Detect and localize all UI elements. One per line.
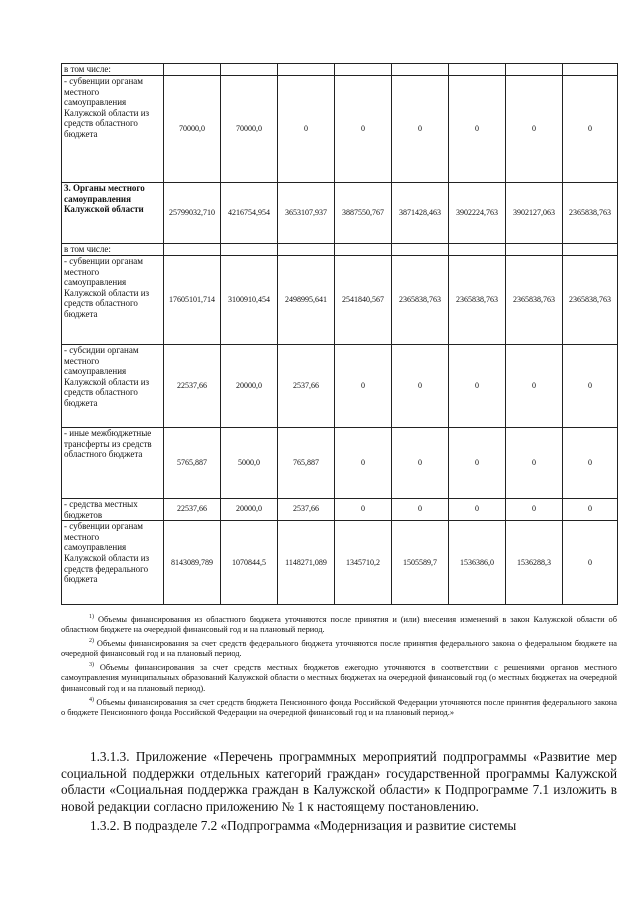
- table-cell: 0: [335, 345, 392, 428]
- table-cell: 22537,66: [164, 499, 221, 521]
- table-cell: 3887550,767: [335, 183, 392, 244]
- table-cell: 2365838,763: [449, 256, 506, 345]
- table-cell: [221, 64, 278, 76]
- table-cell: 3902127,063: [506, 183, 563, 244]
- row-label: - субвенции органам местного самоуправления Калужской области из средств федерального бюджета: [62, 521, 164, 605]
- table-cell: [449, 64, 506, 76]
- footnote: [61, 660, 617, 695]
- footnote-mark: 2): [89, 637, 94, 644]
- table-cell: 0: [506, 345, 563, 428]
- footnote-mark: 4): [89, 696, 94, 703]
- footnote-mark: 3): [89, 661, 94, 668]
- table-cell: 20000,0: [221, 345, 278, 428]
- table-cell: [164, 64, 221, 76]
- table-cell: [278, 244, 335, 256]
- table-cell: 5000,0: [221, 428, 278, 499]
- table-row: [62, 244, 618, 256]
- footnote: [61, 636, 617, 660]
- table-cell: 0: [449, 428, 506, 499]
- table-cell: [335, 244, 392, 256]
- table-cell: 1070844,5: [221, 521, 278, 605]
- paragraph-1-3-1-3: 1.3.1.3. Приложение «Перечень программных мероприятий подпрограммы «Развитие мер социальной поддержки отдельных категорий граждан» государственной программы Калужской области «Социальная поддержка граждан в Калужской области» к Подпрограмме 7.1 изложить в новой редакции согласно приложению № 1 к настоящему постановлению.: [61, 749, 617, 814]
- table-cell: 0: [392, 428, 449, 499]
- table-cell: 2365838,763: [563, 256, 618, 345]
- table-cell: 8143089,789: [164, 521, 221, 605]
- table-cell: 25799032,710: [164, 183, 221, 244]
- body-text: [61, 749, 617, 838]
- table-row: [62, 499, 618, 521]
- table-cell: 2365838,763: [563, 183, 618, 244]
- paragraph-1-3-2: 1.3.2. В подразделе 7.2 «Подпрограмма «Модернизация и развитие системы: [90, 818, 517, 833]
- table-row: [62, 64, 618, 76]
- table-cell: 2541840,567: [335, 256, 392, 345]
- footnotes: [61, 612, 617, 719]
- funding-table: [61, 63, 618, 605]
- footnote-text: Объемы финансирования за счет средств местных бюджетов ежегодно уточняются в соответствии с решениями органов местного самоуправления муниципальных образований Калужской области о местных бюджетах на очередной финансовый год (о местных бюджетах на очередной финансовый год и на плановый период).: [61, 662, 617, 693]
- table-cell: [392, 64, 449, 76]
- table-cell: 0: [563, 76, 618, 183]
- table-cell: 0: [449, 76, 506, 183]
- table-cell: 3871428,463: [392, 183, 449, 244]
- table-cell: 765,887: [278, 428, 335, 499]
- table-cell: 0: [563, 521, 618, 605]
- table-row: [62, 183, 618, 244]
- table-row: [62, 345, 618, 428]
- table-cell: 1536288,3: [506, 521, 563, 605]
- table-cell: 17605101,714: [164, 256, 221, 345]
- table-cell: 3902224,763: [449, 183, 506, 244]
- table-cell: 0: [563, 428, 618, 499]
- table-cell: 1505589,7: [392, 521, 449, 605]
- footnote-text: Объемы финансирования за счет средств бюджета Пенсионного фонда Российской Федерации уточняются после принятия федерального закона о бюджете Пенсионного фонда Российской Федерации на очередной финансовый год и на плановый период.»: [61, 697, 618, 717]
- table-cell: 0: [506, 428, 563, 499]
- table-cell: 2537,66: [278, 345, 335, 428]
- row-label: 3. Органы местного самоуправления Калужской области: [62, 183, 164, 244]
- table-cell: 1148271,089: [278, 521, 335, 605]
- table-row: [62, 76, 618, 183]
- table-cell: 2537,66: [278, 499, 335, 521]
- table-cell: 0: [449, 499, 506, 521]
- table-cell: 2498995,641: [278, 256, 335, 345]
- row-label: - субсидии органам местного самоуправления Калужской области из средств областного бюджета: [62, 345, 164, 428]
- table-cell: 0: [392, 499, 449, 521]
- table-cell: 20000,0: [221, 499, 278, 521]
- table-cell: [506, 64, 563, 76]
- table-cell: 4216754,954: [221, 183, 278, 244]
- table-cell: 2365838,763: [392, 256, 449, 345]
- table-cell: [221, 244, 278, 256]
- footnote-text: Объемы финансирования из областного бюджета уточняются после принятия и (или) внесения изменений в закон Калужской области об областном бюджете на очередной финансовый год и на плановый период.: [61, 614, 617, 635]
- table-cell: 1536386,0: [449, 521, 506, 605]
- table-cell: [563, 244, 618, 256]
- row-label: - субвенции органам местного самоуправления Калужской области из средств областного бюджета: [62, 256, 164, 345]
- table-cell: 5765,887: [164, 428, 221, 499]
- table-cell: 0: [335, 428, 392, 499]
- row-label: в том числе:: [62, 244, 164, 256]
- table-cell: 0: [392, 76, 449, 183]
- table-cell: 0: [278, 76, 335, 183]
- table-cell: 3653107,937: [278, 183, 335, 244]
- table-cell: [449, 244, 506, 256]
- table-cell: [506, 244, 563, 256]
- table-cell: 0: [506, 499, 563, 521]
- table-cell: [278, 64, 335, 76]
- table-cell: 0: [449, 345, 506, 428]
- row-label: - иные межбюджетные трансферты из средств областного бюджета: [62, 428, 164, 499]
- footnote: [61, 612, 617, 636]
- table-cell: [392, 244, 449, 256]
- table-cell: 0: [335, 499, 392, 521]
- table-cell: 70000,0: [221, 76, 278, 183]
- table-cell: [563, 64, 618, 76]
- table-cell: 1345710,2: [335, 521, 392, 605]
- table-cell: 0: [335, 76, 392, 183]
- table-cell: 0: [563, 499, 618, 521]
- table-cell: 3100910,454: [221, 256, 278, 345]
- table-cell: 0: [392, 345, 449, 428]
- row-label: в том числе:: [62, 64, 164, 76]
- table-row: [62, 256, 618, 345]
- table-cell: [335, 64, 392, 76]
- footnote: [61, 695, 617, 719]
- table-row: [62, 428, 618, 499]
- table-row: [62, 521, 618, 605]
- table-cell: 70000,0: [164, 76, 221, 183]
- funding-table-body: [62, 64, 618, 605]
- table-cell: [164, 244, 221, 256]
- row-label: - субвенции органам местного самоуправления Калужской области из средств областного бюджета: [62, 76, 164, 183]
- table-cell: 22537,66: [164, 345, 221, 428]
- footnote-mark: 1): [89, 614, 94, 620]
- footnote-text: Объемы финансирования за счет средств федерального бюджета уточняются после принятия федерального закона о федеральном бюджете на очередной финансовый год и на плановый период.: [61, 638, 617, 659]
- table-cell: 0: [563, 345, 618, 428]
- row-label: - средства местных бюджетов: [62, 499, 164, 521]
- table-cell: 0: [506, 76, 563, 183]
- table-cell: 2365838,763: [506, 256, 563, 345]
